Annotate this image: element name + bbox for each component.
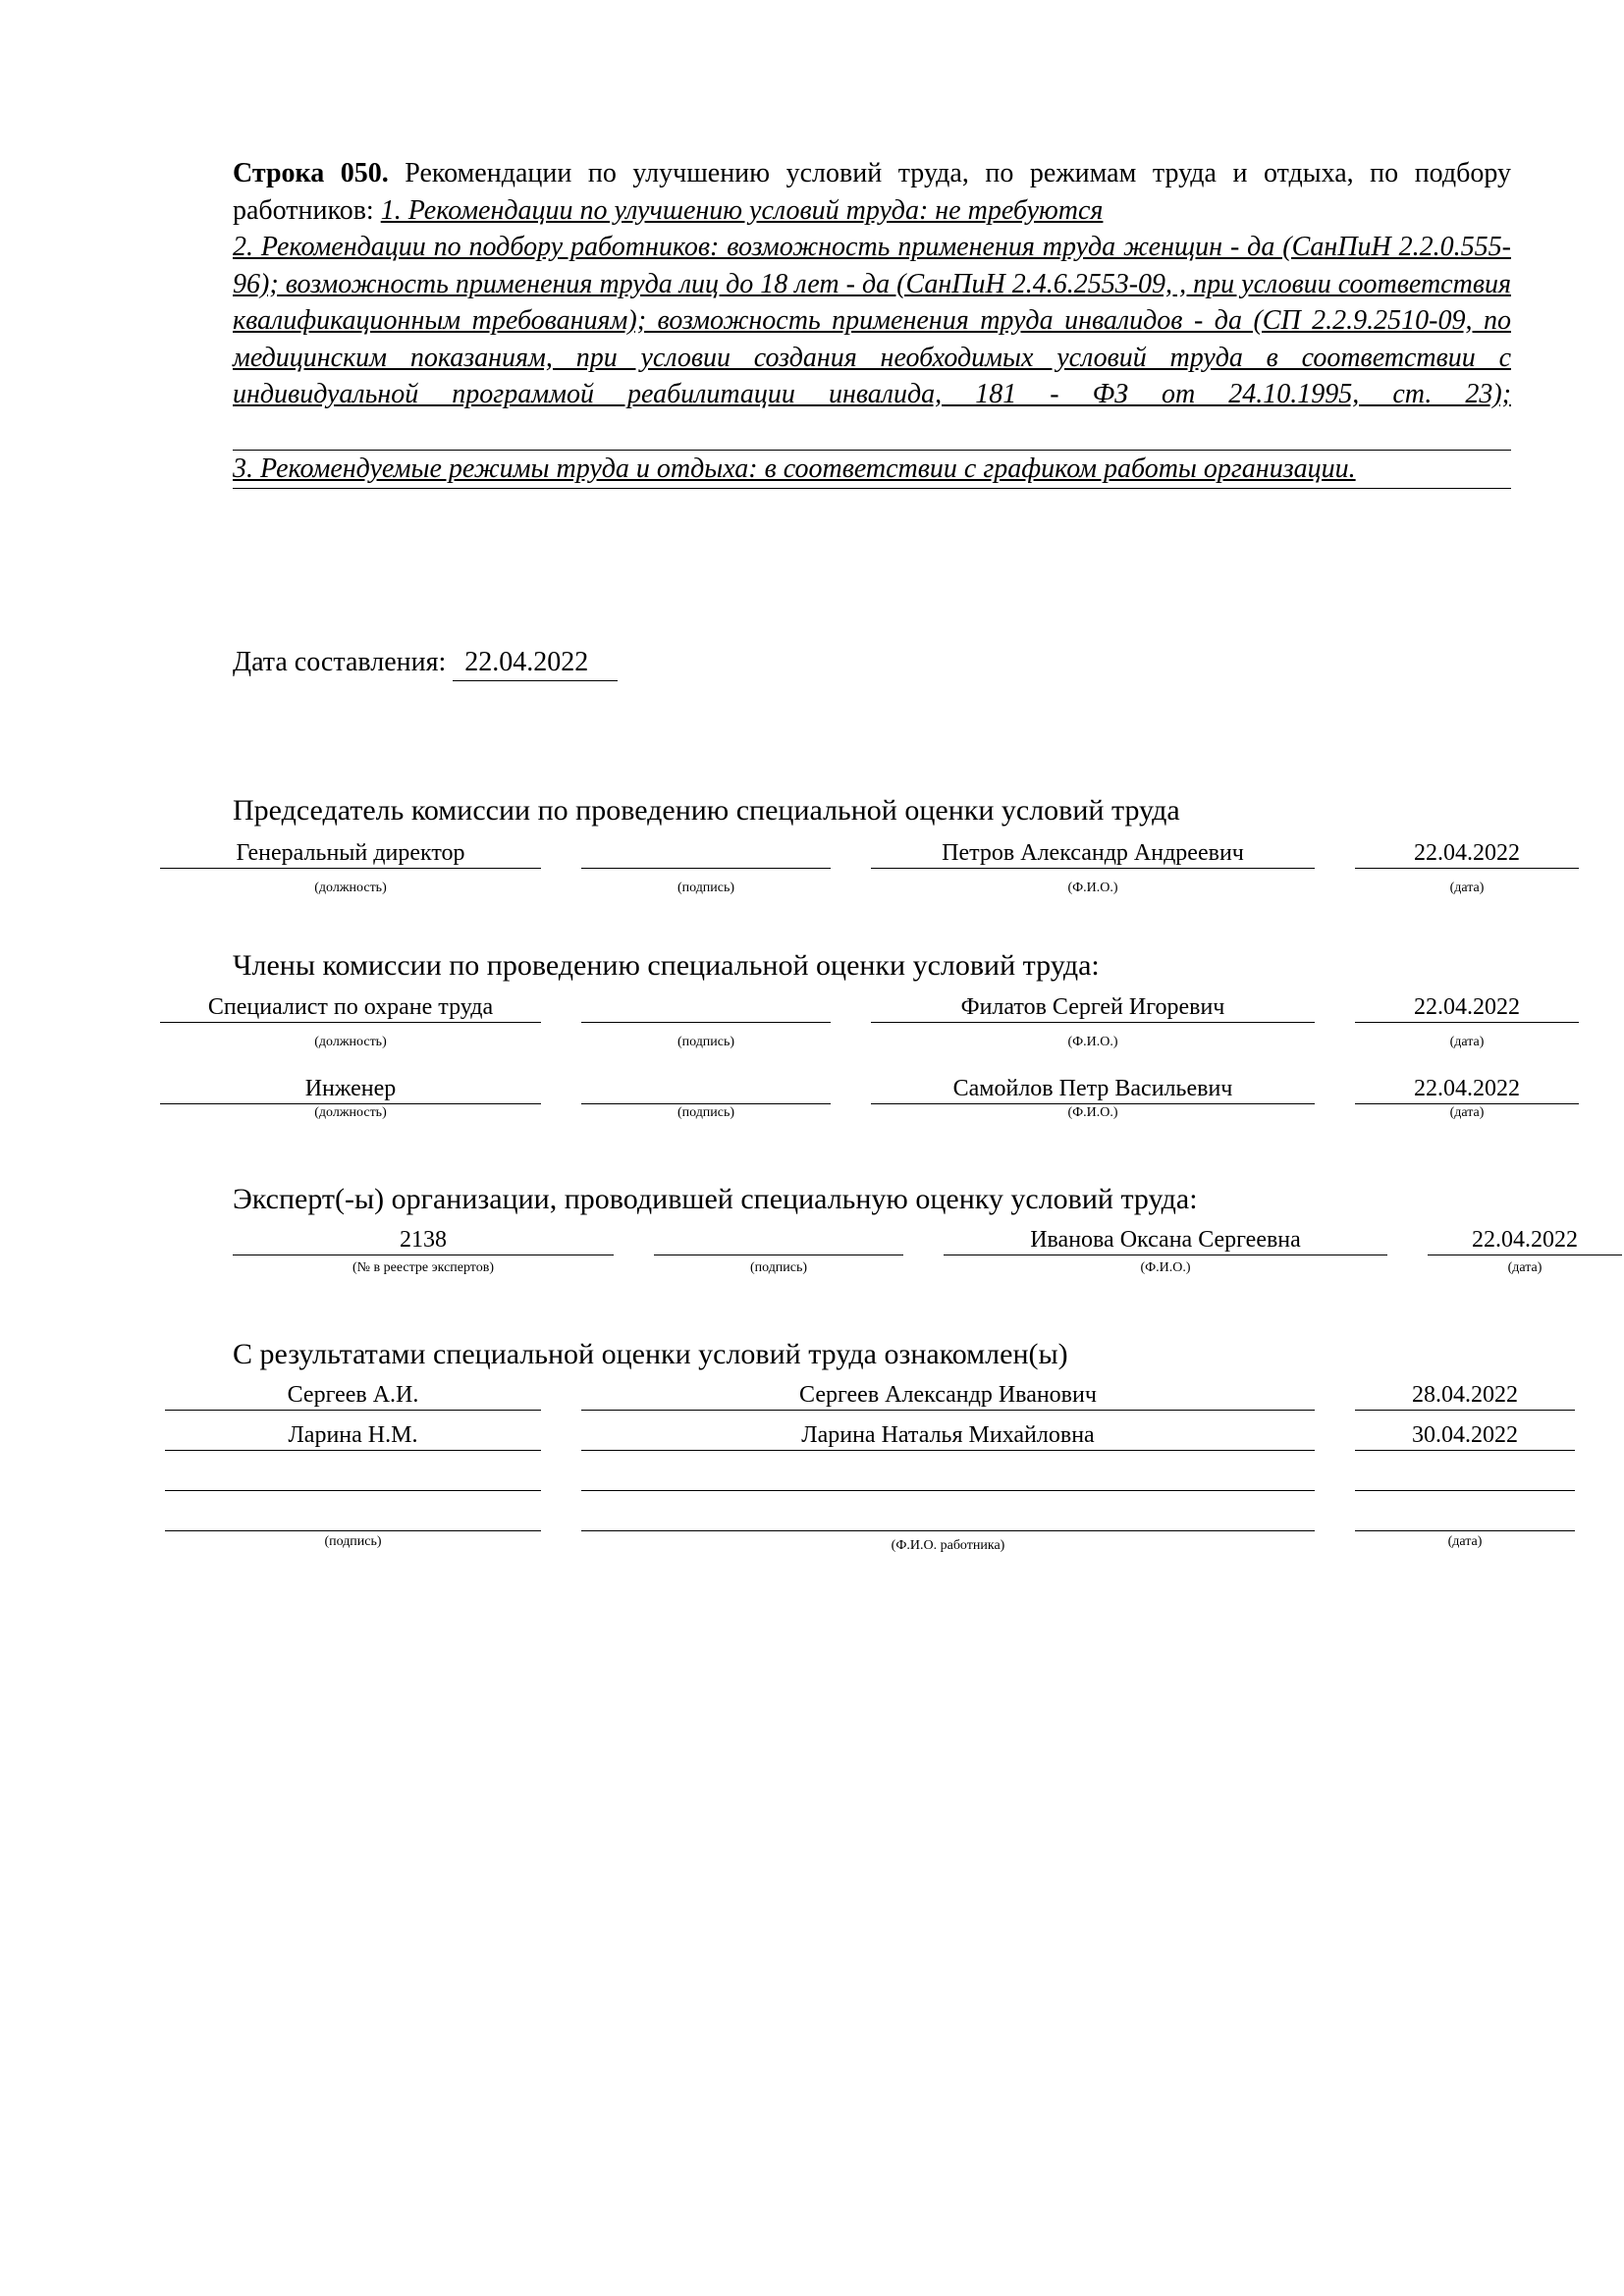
acquainted-3-name bbox=[581, 1461, 1315, 1491]
acquainted-4-signature bbox=[165, 1501, 541, 1531]
caption-signature: (подпись) bbox=[324, 1534, 382, 1549]
recommendations-paragraph-3 bbox=[233, 451, 1511, 489]
members-heading: Члены комиссии по проведению специальной оценки условий труда: bbox=[233, 949, 1100, 982]
caption-date: (дата) bbox=[1449, 1105, 1485, 1120]
acquainted-2-signature: Ларина Н.М. bbox=[165, 1420, 541, 1451]
acquainted-1-name: Сергеев Александр Иванович bbox=[581, 1380, 1315, 1411]
expert-signature bbox=[654, 1225, 903, 1255]
acquainted-3-signature bbox=[165, 1461, 541, 1491]
recommendation-item-2: 2. Рекомендации по подбору работников: возможность применения труда женщин - да (СанПиН 2.2.0.555-96); возможность применения труда лиц до 18 лет - да (СанПиН 2.4.6.2553-09, , при условии соответствия квалификационным требованиям); возможность применения труда инвалидов - да (СП 2.2.9.2510-09, по медицинским показаниям, при условии создания необходимых условий труда в соответствии с индивидуальной программой реабилитации инвалида, 181 - ФЗ от 24.10.1995, ст. 23); bbox=[233, 232, 1511, 409]
compilation-date-row bbox=[233, 645, 618, 681]
caption-signature: (подпись) bbox=[677, 1035, 735, 1049]
recommendations-paragraph-2 bbox=[233, 229, 1511, 413]
expert-date: 22.04.2022 bbox=[1428, 1225, 1622, 1255]
caption-position: (должность) bbox=[314, 1105, 387, 1120]
acquainted-1-signature: Сергеев А.И. bbox=[165, 1380, 541, 1411]
recommendation-item-1: 1. Рекомендации по улучшению условий труда: не требуются bbox=[380, 194, 1104, 226]
member-2-signature bbox=[581, 1074, 831, 1104]
caption-signature: (подпись) bbox=[677, 881, 735, 895]
acquainted-4-name bbox=[581, 1501, 1315, 1531]
chairman-signature bbox=[581, 838, 831, 869]
recommendations-block bbox=[233, 155, 1511, 489]
caption-fio-worker: (Ф.И.О. работника) bbox=[891, 1538, 1005, 1553]
acquainted-1-date: 28.04.2022 bbox=[1355, 1380, 1575, 1411]
caption-position: (должность) bbox=[314, 881, 387, 895]
caption-date: (дата) bbox=[1449, 881, 1485, 895]
chairman-name: Петров Александр Андреевич bbox=[871, 838, 1315, 869]
recommendation-item-3: 3. Рекомендуемые режимы труда и отдыха: в соответствии с графиком работы организации. bbox=[233, 454, 1356, 484]
caption-fio: (Ф.И.О.) bbox=[1067, 1035, 1118, 1049]
caption-date: (дата) bbox=[1449, 1035, 1485, 1049]
chairman-date: 22.04.2022 bbox=[1355, 838, 1579, 869]
compilation-date-value: 22.04.2022 bbox=[453, 645, 618, 681]
member-2-name: Самойлов Петр Васильевич bbox=[871, 1074, 1315, 1104]
acquainted-2-date: 30.04.2022 bbox=[1355, 1420, 1575, 1451]
member-1-date: 22.04.2022 bbox=[1355, 992, 1579, 1023]
experts-heading: Эксперт(-ы) организации, проводившей специальную оценку условий труда: bbox=[233, 1183, 1198, 1215]
member-1-position: Специалист по охране труда bbox=[160, 992, 541, 1023]
caption-signature: (подпись) bbox=[749, 1260, 808, 1275]
member-1-name: Филатов Сергей Игоревич bbox=[871, 992, 1315, 1023]
member-1-signature bbox=[581, 992, 831, 1023]
expert-name: Иванова Оксана Сергеевна bbox=[944, 1225, 1387, 1255]
member-2-position: Инженер bbox=[160, 1074, 541, 1104]
acquainted-3-date bbox=[1355, 1461, 1575, 1491]
caption-fio: (Ф.И.О.) bbox=[1067, 881, 1118, 895]
caption-registry: (№ в реестре экспертов) bbox=[352, 1260, 495, 1275]
caption-signature: (подпись) bbox=[677, 1105, 735, 1120]
caption-date: (дата) bbox=[1507, 1260, 1543, 1275]
acquainted-2-name: Ларина Наталья Михайловна bbox=[581, 1420, 1315, 1451]
caption-date: (дата) bbox=[1447, 1534, 1483, 1549]
caption-fio: (Ф.И.О.) bbox=[1140, 1260, 1191, 1275]
acquainted-4-date bbox=[1355, 1501, 1575, 1531]
recommendations-paragraph-1 bbox=[233, 155, 1511, 229]
chairman-heading: Председатель комиссии по проведению специальной оценки условий труда bbox=[233, 794, 1180, 827]
recommendations-intro: Рекомендации по улучшению условий труда, по режимам труда и отдыха, по подбору работников: bbox=[233, 158, 1511, 226]
member-2-date: 22.04.2022 bbox=[1355, 1074, 1579, 1104]
caption-fio: (Ф.И.О.) bbox=[1067, 1105, 1118, 1120]
blank-underline bbox=[233, 413, 1511, 452]
chairman-position: Генеральный директор bbox=[160, 838, 541, 869]
acquainted-heading: С результатами специальной оценки условий труда ознакомлен(ы) bbox=[233, 1338, 1068, 1370]
caption-position: (должность) bbox=[314, 1035, 387, 1049]
line-label: Строка 050. bbox=[233, 158, 389, 188]
compilation-date-label: Дата составления: bbox=[233, 647, 447, 677]
expert-registry-number: 2138 bbox=[233, 1225, 614, 1255]
